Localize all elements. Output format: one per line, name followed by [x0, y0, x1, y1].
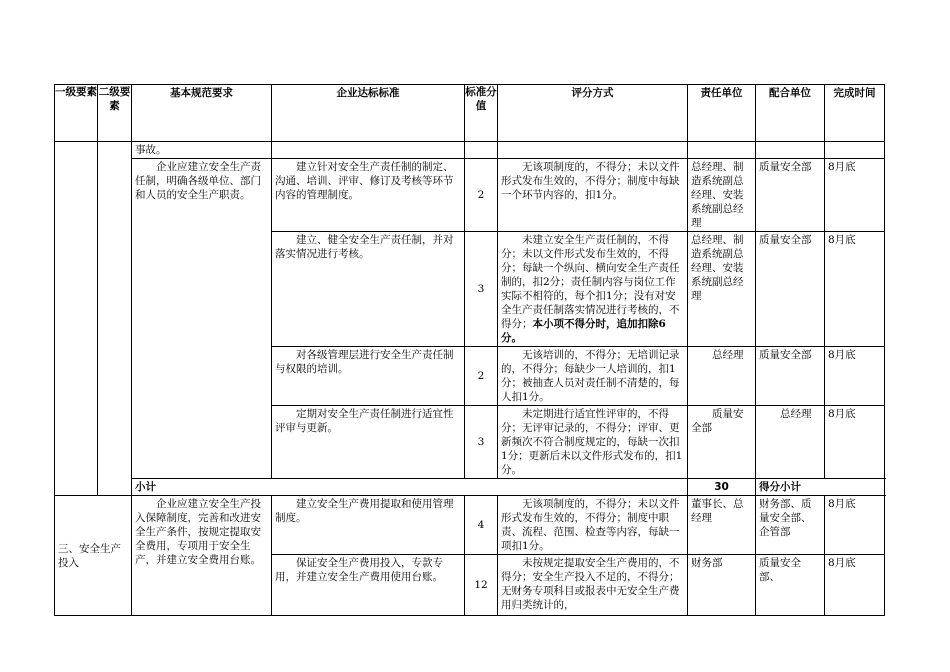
basic-requirement-cell: 企业应建立安全生产责任制，明确各级单位、部门和人员的安全生产职责。 [132, 159, 272, 479]
header-responsible-unit: 责任单位 [688, 85, 756, 142]
header-enterprise-standard: 企业达标标准 [272, 85, 465, 142]
time-cell: 8月底 [825, 347, 885, 406]
continuation-text: 事故。 [132, 142, 272, 159]
method-cell: 未定期进行适宜性评审的，不得分；无评审记录的，不得分；评审、更新频次不符合制度规定的，每缺一次扣1分；更新后未以文件形式发布的，扣1分。 [498, 406, 688, 479]
standard-cell: 建立针对安全生产责任制的制定、沟通、培训、评审、修订及考核等环节内容的管理制度。 [272, 159, 465, 232]
time-cell: 8月底 [825, 232, 885, 347]
header-standard-score: 标准分值 [465, 85, 498, 142]
assessment-table [54, 84, 885, 616]
method-cell: 无该项制度的，不得分；未以文件形式发布生效的，不得分；制度中每缺一个环节内容的，扣1分。 [498, 159, 688, 232]
method-cell [498, 232, 688, 347]
standard-cell: 定期对安全生产责任制进行适宜性评审与更新。 [272, 406, 465, 479]
header-level1-element: 一级要素 [55, 85, 98, 142]
standard-cell: 对各级管理层进行安全生产责任制与权限的培训。 [272, 347, 465, 406]
time-cell: 8月底 [825, 406, 885, 479]
header-row [55, 85, 885, 142]
method-text: 未建立安全生产责任制的，不得分；未以文件形式发布生效的，不得分；每缺一个纵向、横向安全生产责任制的，扣2分；责任制内容与岗位工作实际不相符的，每个扣1分；没有对安全生产责任制落实情况进行考核的，不得分； [501, 234, 680, 330]
method-bold-text: 本小项不得分时，追加扣除6分。 [501, 318, 666, 344]
method-cell: 未按规定提取安全生产费用的，不得分；安全生产投入不足的，不得分；无财务专项科目或报表中无安全生产费用归类统计的， [498, 555, 688, 616]
header-completion-time: 完成时间 [825, 85, 885, 142]
cooperating-cell: 质量安全部 [756, 347, 825, 406]
cooperating-cell: 财务部、质量安全部、企管部 [756, 496, 825, 555]
subtotal-method: 得分小计 [756, 479, 885, 496]
responsible-cell: 总经理、制造系统副总经理、安装系统副总经理 [688, 159, 756, 232]
score-cell: 4 [465, 496, 498, 555]
method-cell: 无该培训的，不得分；无培训记录的，不得分；每缺少一人培训的，扣1分；被抽查人员对责任制不清楚的，每人扣1分。 [498, 347, 688, 406]
cooperating-cell: 总经理 [756, 406, 825, 479]
table-row [55, 159, 885, 232]
responsible-cell: 董事长、总经理 [688, 496, 756, 555]
subtotal-score: 30 [688, 479, 756, 496]
method-cell: 无该项制度的，不得分；未以文件形式发布生效的，不得分；制度中职责、流程、范围、检查等内容，每缺一项扣1分。 [498, 496, 688, 555]
table-row [55, 496, 885, 555]
level2-cell [98, 142, 132, 496]
cooperating-cell: 质量安全部、 [756, 555, 825, 616]
header-scoring-method: 评分方式 [498, 85, 688, 142]
header-basic-requirement: 基本规范要求 [132, 85, 272, 142]
subtotal-label: 小计 [132, 479, 688, 496]
level1-element-cell: 三、安全生产投入 [55, 496, 132, 616]
score-cell: 3 [465, 232, 498, 347]
score-cell: 2 [465, 159, 498, 232]
standard-cell: 保证安全生产费用投入，专款专用，并建立安全生产费用使用台账。 [272, 555, 465, 616]
cooperating-cell: 质量安全部 [756, 159, 825, 232]
score-cell: 2 [465, 347, 498, 406]
continuation-row [55, 142, 885, 159]
score-cell: 12 [465, 555, 498, 616]
time-cell: 8月底 [825, 496, 885, 555]
time-cell: 8月底 [825, 159, 885, 232]
level1-cell [55, 142, 98, 496]
header-cooperating-unit: 配合单位 [756, 85, 825, 142]
responsible-cell: 质量安全部 [688, 406, 756, 479]
responsible-cell: 财务部 [688, 555, 756, 616]
score-cell: 3 [465, 406, 498, 479]
basic-requirement-cell: 企业应建立安全生产投入保障制度，完善和改进安全生产条件，按规定提取安全费用，专项用于安全生产，并建立安全费用台账。 [132, 496, 272, 616]
responsible-cell: 总经理、制造系统副总经理、安装系统副总经理 [688, 232, 756, 347]
header-level2-element: 二级要素 [98, 85, 132, 142]
subtotal-row [55, 479, 885, 496]
standard-cell: 建立安全生产费用提取和使用管理制度。 [272, 496, 465, 555]
standard-cell: 建立、健全安全生产责任制，并对落实情况进行考核。 [272, 232, 465, 347]
responsible-cell: 总经理 [688, 347, 756, 406]
time-cell: 8月底 [825, 555, 885, 616]
cooperating-cell: 质量安全部 [756, 232, 825, 347]
